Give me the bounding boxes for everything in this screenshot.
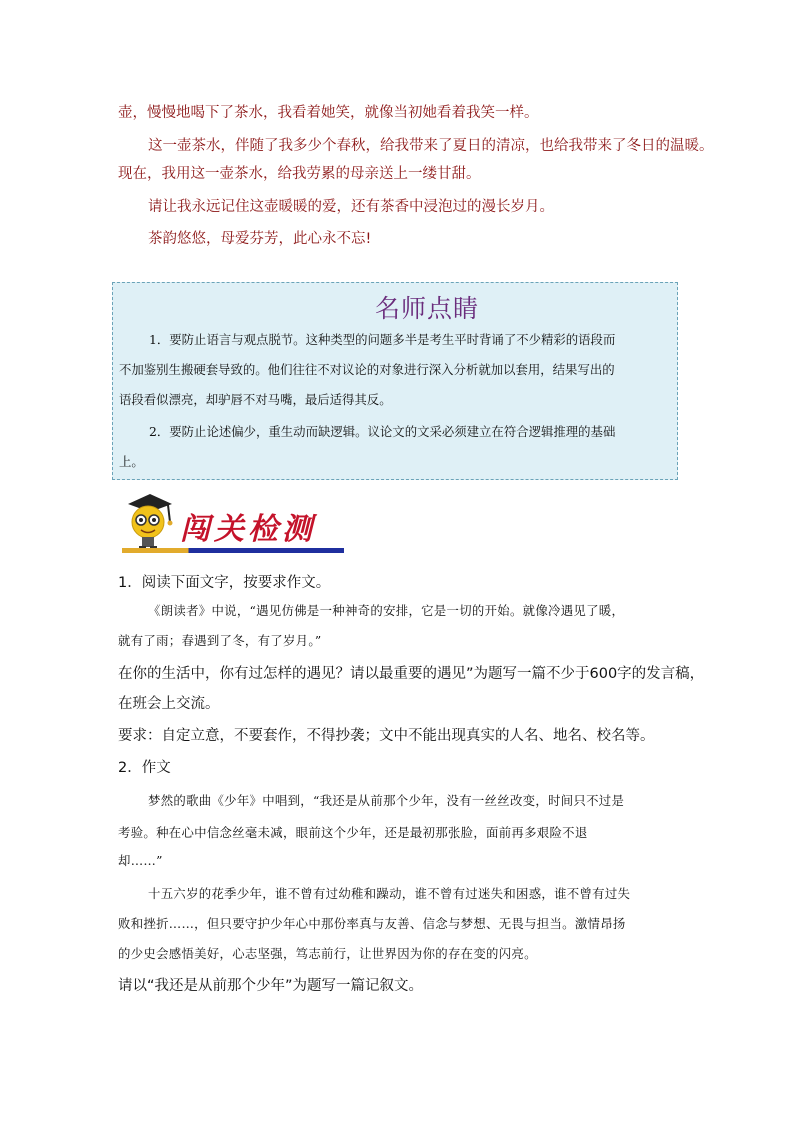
tips-line: 2．要防止论述偏少，重生动而缺逻辑。议论文的文采必须建立在符合逻辑推理的基础 [149,424,616,439]
q1-requirement: 要求：自定立意，不要套作，不得抄袭；文中不能出现真实的人名、地名、校名等。 [118,728,655,744]
q2-body-line: 败和挫折……，但只要守护少年心中那份率真与友善、信念与梦想、无畏与担当。激情昂扬 [118,916,626,931]
q2-prompt: 请以“我还是从前那个少年”为题写一篇记叙文。 [118,978,424,994]
essay-line: 这一壶茶水，伴随了我多少个春秋，给我带来了夏日的清凉，也给我带来了冬日的温暖。 [148,138,714,154]
essay-line: 壶，慢慢地喝下了茶水，我看着她笑，就像当初她看着我笑一样。 [118,105,539,121]
essay-line: 茶韵悠悠，母爱芬芳，此心永不忘! [148,231,372,247]
section-title: 闯关检测 [180,512,316,547]
q2-quote-line: 梦然的歌曲《少年》中唱到，“我还是从前那个少年，没有一丝丝改变，时间只不过是 [148,793,625,808]
q2-heading: 2．作文 [118,760,171,776]
tips-line: 语段看似漂亮，却驴唇不对马嘴，最后适得其反。 [119,392,392,407]
q1-prompt-line: 在班会上交流。 [118,696,220,712]
tips-title: 名师点睛 [374,294,479,323]
q2-quote-line: 却……” [118,853,163,868]
q2-body-line: 的少史会感悟美好，心志坚强，笃志前行，让世界因为你的存在变的闪亮。 [118,946,537,961]
q1-prompt-line: 在你的生活中，你有过怎样的遇见？请以最重要的遇见”为题写一篇不少于600字的发言稿， [118,666,705,682]
section-underline [122,548,344,553]
q1-quote-line: 《朗读者》中说，“遇见仿佛是一种神奇的安排，它是一切的开始。就像冷遇见了暖， [148,603,625,618]
essay-line: 现在，我用这一壶茶水，给我劳累的母亲送上一缕甘甜。 [118,166,481,182]
essay-line: 请让我永远记住这壶暖暖的爱，还有茶香中浸泡过的漫长岁月。 [148,199,554,215]
q1-heading: 1．阅读下面文字，按要求作文。 [118,575,331,591]
section-logo [118,490,348,556]
q2-quote-line: 考验。种在心中信念丝毫未减，眼前这个少年，还是最初那张脸，面前再多艰险不退 [118,825,588,840]
q2-body-line: 十五六岁的花季少年，谁不曾有过幼稚和躁动，谁不曾有过迷失和困惑，谁不曾有过失 [148,886,631,901]
tips-line: 不加鉴别生搬硬套导致的。他们往往不对议论的对象进行深入分析就加以套用，结果写出的 [119,362,615,377]
tips-line: 上。 [119,454,144,469]
q1-quote-line: 就有了雨；春遇到了冬，有了岁月。” [118,633,322,648]
mascot-icon [118,490,178,556]
tips-box [112,282,678,480]
tips-line: 1．要防止语言与观点脱节。这种类型的问题多半是考生平时背诵了不少精彩的语段而 [149,332,616,347]
